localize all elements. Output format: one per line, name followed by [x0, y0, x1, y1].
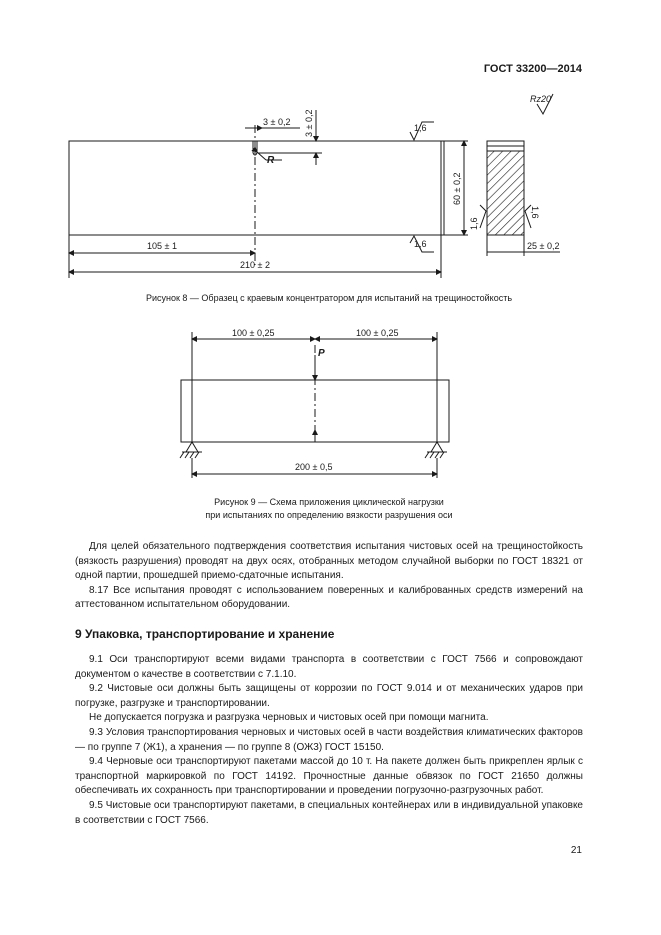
figure8-caption: Рисунок 8 — Образец с краевым концентратором для испытаний на трещиностойкость	[145, 293, 513, 303]
paragraph: 9.1 Оси транспортируют всеми видами транспорта в соответствии с ГОСТ 7566 и сопровождают документом о качестве в соответствии с 7.1.10.	[75, 654, 583, 680]
paragraph: 8.17 Все испытания проводят с использованием поверенных и калиброванных средств измерений на аттестованном испытательном оборудовании.	[75, 584, 583, 611]
figure9-caption-line2: при испытаниях по определению вязкости разрушения оси	[205, 510, 453, 520]
fig8-dim-height: 60 ± 0,2	[452, 172, 462, 205]
fig8-roughness-right: 1,6	[530, 206, 540, 219]
section-title: 9 Упаковка, транспортирование и хранение	[75, 627, 335, 641]
paragraph: Для целей обязательного подтверждения соответствия испытания чистовых осей на трещиностойкость (вязкость разрушения) проводят на двух осях, отобранных методом случайной выборки по ГОСТ 18321 от одной партии, прошедшей приемо-сдаточные испытания.	[75, 541, 583, 582]
figure9-caption-line1: Рисунок 9 — Схема приложения циклической нагрузки	[214, 497, 444, 507]
fig9-dim-right: 100 ± 0,25	[356, 328, 399, 338]
paragraph: 9.4 Черновые оси транспортируют пакетами массой до 10 т. На пакете должен быть прикреплен ярлык с транспортной маркировкой по ГОСТ 14192. Прочностные данные обвязок по ГОСТ 21650 должны обеспечивать их сохранность при транспортировании и проведении погрузочно-разгрузочных работ.	[75, 756, 583, 797]
figure8-section	[480, 94, 560, 256]
fig9-load-label: P	[318, 348, 325, 359]
document-header: ГОСТ 33200—2014	[483, 63, 582, 75]
fig9-dim-span: 200 ± 0,5	[295, 462, 333, 472]
paragraph: Не допускается погрузка и разгрузка черновых и чистовых осей при помощи магнита.	[89, 712, 489, 724]
body-block-1	[75, 540, 583, 613]
figure9-caption	[75, 496, 583, 522]
fig8-roughness-top: 1,6	[414, 123, 427, 133]
fig8-roughness-left: 1,6	[469, 217, 479, 230]
fig8-dim-width: 25 ± 0,2	[527, 241, 560, 251]
figure8-drawing	[69, 110, 468, 278]
page-number: 21	[570, 845, 582, 856]
fig8-radius-label: R	[267, 155, 275, 166]
fig8-dim-half: 105 ± 1	[147, 241, 177, 251]
paragraph: 9.5 Чистовые оси транспортируют пакетами, в специальных контейнерах или в индивидуальной упаковке в соответствии с ГОСТ 7566.	[75, 799, 583, 826]
paragraph: 9.2 Чистовые оси должны быть защищены от коррозии по ГОСТ 9.014 и от механических ударов при погрузке, разгрузке и транспортировании.	[75, 683, 583, 709]
figure9-drawing	[180, 332, 449, 478]
fig8-dim-length: 210 ± 2	[240, 260, 270, 270]
paragraph: 9.3 Условия транспортирования черновых и чистовых осей в части воздействия климатических факторов — по группе 7 (Ж1), а хранения — по группе 8 (ОЖ3) ГОСТ 15150.	[75, 726, 583, 753]
fig9-dim-left: 100 ± 0,25	[232, 328, 275, 338]
body-block-2	[75, 653, 583, 828]
fig8-dim-notch-width: 3 ± 0,2	[263, 117, 291, 127]
fig8-roughness-bottom: 1,6	[414, 239, 427, 249]
fig8-dim-notch-depth: 3 ± 0,2	[304, 109, 314, 137]
fig8-roughness-general: Rz20	[530, 94, 552, 104]
